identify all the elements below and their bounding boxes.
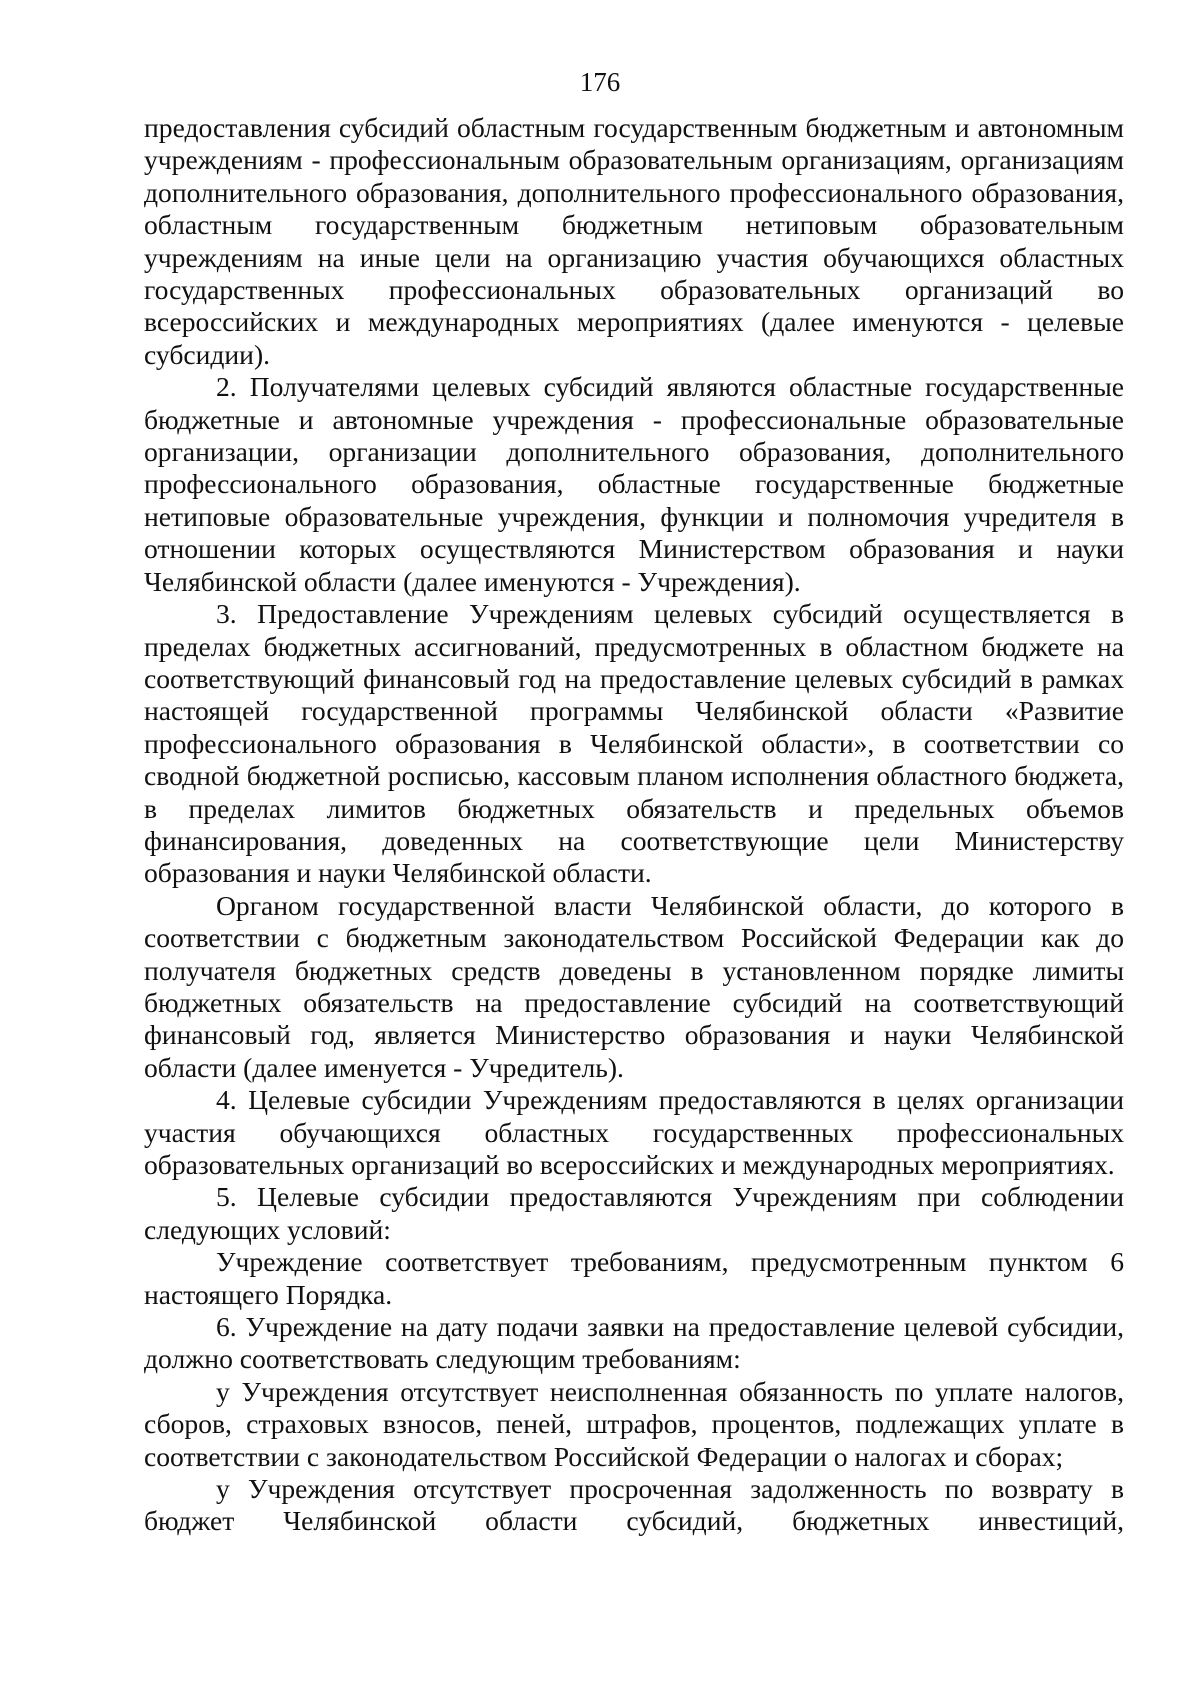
document-body [144, 112, 1124, 1538]
paragraph-requirement-taxes: у Учреждения отсутствует неисполненная обязанность по уплате налогов, сборов, страховых взносов, пеней, штрафов, процентов, подлежащих уплате в соответствии с законодательством Российской Федерации о налогах и сборах; [144, 1375, 1124, 1472]
paragraph-item-2: 2. Получателями целевых субсидий являются областные государственные бюджетные и автономные учреждения - профессиональные образовательные организации, организации дополнительного образования, дополнительного профессионального образования, областные государственные бюджетные нетиповые образовательные учреждения, функции и полномочия учредителя в отношении которых осуществляются Министерством образования и науки Челябинской области (далее именуются - Учреждения). [144, 371, 1124, 597]
paragraph-condition: Учреждение соответствует требованиям, предусмотренным пунктом 6 настоящего Порядка. [144, 1246, 1124, 1310]
paragraph-requirement-debt: у Учреждения отсутствует просроченная задолженность по возврату в бюджет Челябинской области субсидий, бюджетных инвестиций, [144, 1473, 1124, 1537]
paragraph-item-3: 3. Предоставление Учреждениям целевых субсидий осуществляется в пределах бюджетных ассигнований, предусмотренных в областном бюджете на соответствующий финансовый год на предоставление целевых субсидий в рамках настоящей государственной программы Челябинской области «Развитие профессионального образования в Челябинской области», в соответствии со сводной бюджетной росписью, кассовым планом исполнения областного бюджета, в пределах лимитов бюджетных обязательств и предельных объемов финансирования, доведенных на соответствующие цели Министерству образования и науки Челябинской области. [144, 598, 1124, 889]
paragraph-item-4: 4. Целевые субсидии Учреждениям предоставляются в целях организации участия обучающихся областных государственных профессиональных образовательных организаций во всероссийских и международных мероприятиях. [144, 1084, 1124, 1180]
paragraph-founder: Органом государственной власти Челябинской области, до которого в соответствии с бюджетным законодательством Российской Федерации как до получателя бюджетных средств доведены в установленном порядке лимиты бюджетных обязательств на предоставление субсидий на соответствующий финансовый год, является Министерство образования и науки Челябинской области (далее именуется - Учредитель). [144, 889, 1124, 1083]
paragraph-item-6: 6. Учреждение на дату подачи заявки на предоставление целевой субсидии, должно соответствовать следующим требованиям: [144, 1311, 1124, 1375]
page-number: 176 [579, 67, 621, 97]
paragraph-item-5: 5. Целевые субсидии предоставляются Учреждениям при соблюдении следующих условий: [144, 1181, 1124, 1245]
paragraph-intro-continuation: предоставления субсидий областным государственным бюджетным и автономным учреждениям - профессиональным образовательным организациям, организациям дополнительного образования, дополнительного профессионального образования, областным государственным бюджетным нетиповым образовательным учреждениям на иные цели на организацию участия обучающихся областных государственных профессиональных образовательных организаций во всероссийских и международных мероприятиях (далее именуются - целевые субсидии). [144, 112, 1124, 370]
